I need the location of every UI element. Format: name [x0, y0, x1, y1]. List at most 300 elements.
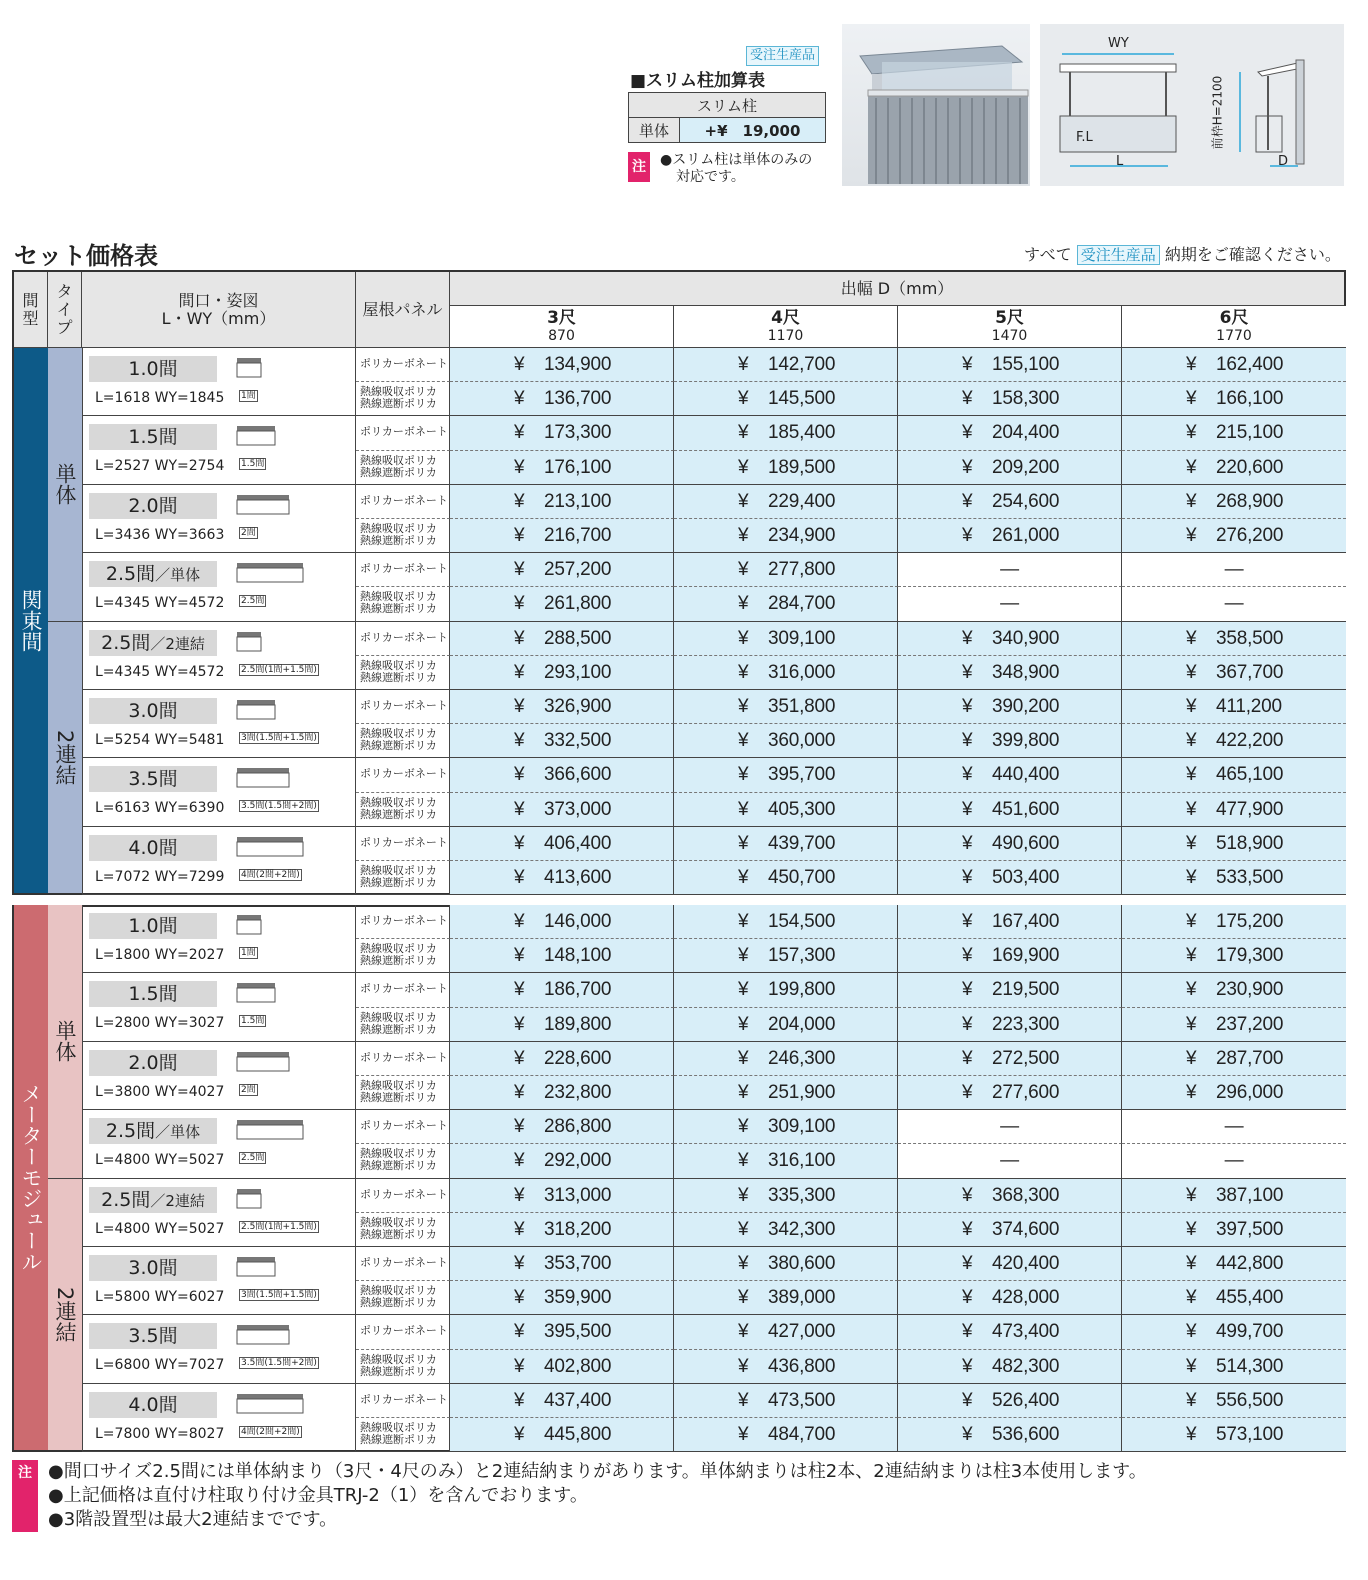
price-value: 162,400 [1216, 354, 1284, 375]
price-value: 154,500 [768, 911, 836, 932]
size-cell [82, 1384, 356, 1452]
price-cell [898, 1213, 1122, 1247]
yen-sign: ¥ [962, 1424, 973, 1445]
panel-heat [356, 1008, 450, 1042]
panel-heat1-text: 熱線吸収ポリカ [360, 658, 437, 672]
price-cell [674, 1213, 898, 1247]
size-value: 2.5間 [101, 631, 151, 654]
price-value: 353,700 [544, 1253, 612, 1274]
section-label [14, 905, 48, 1450]
yen-sign: ¥ [1186, 354, 1197, 375]
price-value: 340,900 [992, 627, 1060, 649]
price-value: 359,900 [544, 1287, 612, 1309]
price-cell [450, 793, 674, 827]
yen-sign: ¥ [514, 1218, 525, 1240]
panel-poly-text: ポリカーボネート [360, 1187, 448, 1201]
price-value: 293,100 [544, 661, 612, 683]
header-depth-col [674, 306, 898, 348]
yen-sign: ¥ [514, 832, 525, 854]
size-label [89, 1118, 217, 1144]
price-cell [898, 485, 1122, 519]
header-panel-text: 屋根パネル [362, 299, 443, 319]
price-cell [1122, 1350, 1346, 1384]
price-value: 442,800 [1216, 1253, 1284, 1274]
yen-sign: ¥ [1186, 1082, 1197, 1103]
panel-poly [356, 1247, 450, 1281]
price-value: 284,700 [768, 593, 836, 615]
price-cell [674, 622, 898, 656]
price-cell [674, 382, 898, 416]
yen-sign: ¥ [1186, 1184, 1197, 1206]
price-value: 473,500 [768, 1389, 836, 1411]
yen-sign: ¥ [514, 945, 525, 967]
yen-sign: ¥ [1186, 832, 1197, 854]
price-dash: — [1000, 593, 1019, 615]
price-value: 199,800 [768, 979, 836, 1001]
notice-post: 納期をご確認ください。 [1164, 245, 1341, 264]
price-value: 288,500 [544, 627, 612, 649]
price-value: 473,400 [992, 1321, 1060, 1343]
price-value: 573,100 [1216, 1424, 1284, 1445]
yen-sign: ¥ [1186, 730, 1197, 752]
yen-sign: ¥ [962, 1218, 973, 1240]
size-cell [82, 1110, 356, 1178]
price-cell [1122, 861, 1346, 895]
header-ken-text: 間型 [22, 290, 39, 328]
price-value: 318,200 [544, 1218, 612, 1240]
price-value: 246,300 [768, 1047, 836, 1069]
size-lw: L=4345 WY=4572 [95, 595, 225, 612]
panel-heat1-text: 熱線吸収ポリカ [360, 453, 437, 467]
panel-heat2-text: 熱線遮断ポリカ [360, 534, 437, 547]
price-cell [898, 973, 1122, 1007]
price-cell [674, 1179, 898, 1213]
yen-sign: ¥ [738, 764, 749, 786]
yen-sign: ¥ [962, 945, 973, 967]
panel-heat2-text: 熱線遮断ポリカ [360, 876, 437, 889]
panel-heat1-text: 熱線吸収ポリカ [360, 385, 437, 399]
size-cell [82, 416, 356, 484]
yen-sign: ¥ [738, 945, 749, 967]
panel-poly [356, 1179, 450, 1213]
yen-sign: ¥ [1186, 456, 1197, 478]
size-label [89, 561, 217, 587]
price-cell [1122, 1315, 1346, 1349]
size-value: 2.5間 [105, 563, 156, 586]
set-price-title: セット価格表 [14, 242, 158, 270]
price-cell [674, 348, 898, 382]
panel-heat1-text: 熱線吸収ポリカ [360, 1010, 437, 1024]
price-value: 167,400 [992, 911, 1060, 932]
yen-sign: ¥ [738, 1287, 749, 1309]
panel-poly [356, 827, 450, 861]
layout-diagram-label: 2.5間 [241, 1153, 265, 1164]
yen-sign: ¥ [514, 1424, 525, 1445]
price-dash: — [1000, 559, 1019, 581]
size-cell [82, 553, 356, 621]
price-cell [1122, 1008, 1346, 1042]
layout-diagram-icon [233, 1392, 323, 1422]
layout-diagram-icon [233, 1118, 323, 1148]
price-value: 268,900 [1216, 490, 1284, 512]
price-cell [898, 382, 1122, 416]
price-value: 477,900 [1216, 798, 1284, 820]
yen-sign: ¥ [962, 867, 973, 888]
yen-sign: ¥ [962, 1047, 973, 1069]
depth-shaku: 3尺 [547, 307, 576, 328]
price-value: 366,600 [544, 764, 612, 786]
yen-sign: ¥ [514, 696, 525, 717]
size-lw: L=5254 WY=5481 [95, 732, 225, 748]
price-value: 179,300 [1216, 945, 1284, 967]
price-value: 420,400 [992, 1253, 1060, 1274]
size-label [89, 698, 217, 724]
layout-diagram-label: 1間 [241, 391, 256, 401]
yen-sign: ¥ [738, 661, 749, 683]
price-cell [898, 827, 1122, 861]
layout-diagram-label: 3間(1.5間+1.5間) [241, 733, 317, 743]
price-cell [674, 905, 898, 939]
price-value: 175,200 [1216, 911, 1284, 932]
yen-sign: ¥ [514, 1082, 525, 1103]
price-cell [450, 1213, 674, 1247]
price-value: 209,200 [992, 456, 1060, 478]
yen-sign: ¥ [514, 1150, 525, 1172]
l-label: L [1116, 154, 1124, 169]
section-name: メーターモジュール [19, 1083, 43, 1273]
footer-note-2: ●上記価格は直付け柱取り付け金具TRJ-2（1）を含んでおります。 [48, 1485, 588, 1506]
price-cell [1122, 973, 1346, 1007]
price-cell [674, 758, 898, 792]
price-cell [674, 1042, 898, 1076]
depth-shaku: 4尺 [771, 307, 800, 328]
carport-illustration [842, 24, 1030, 186]
layout-diagram-label: 3間(1.5間+1.5間) [241, 1290, 317, 1300]
size-value: 3.0間 [128, 700, 178, 722]
layout-diagram-icon [233, 766, 323, 796]
yen-sign: ¥ [1186, 1424, 1197, 1445]
yen-sign: ¥ [514, 1355, 525, 1377]
price-cell [1122, 1179, 1346, 1213]
price-value: 157,300 [768, 945, 836, 967]
price-cell [898, 1144, 1122, 1178]
panel-poly-text: ポリカーボネート [360, 425, 448, 439]
panel-poly [356, 758, 450, 792]
yen-sign: ¥ [1186, 1389, 1197, 1411]
yen-sign: ¥ [962, 911, 973, 932]
price-value: 185,400 [768, 422, 836, 444]
yen-sign: ¥ [962, 354, 973, 375]
section-name: 関東間 [19, 589, 43, 653]
price-value: 451,600 [992, 798, 1060, 820]
panel-poly [356, 690, 450, 724]
yen-sign: ¥ [514, 1287, 525, 1309]
yen-sign: ¥ [738, 422, 749, 444]
price-cell [450, 1179, 674, 1213]
yen-sign: ¥ [962, 627, 973, 649]
layout-diagram-label: 2間 [241, 527, 256, 538]
price-value: 292,000 [544, 1150, 612, 1172]
price-cell [450, 1247, 674, 1281]
panel-heat2-text: 熱線遮断ポリカ [360, 1364, 437, 1378]
panel-heat2-text: 熱線遮断ポリカ [360, 1296, 437, 1310]
price-cell [674, 1315, 898, 1349]
price-cell [450, 1315, 674, 1349]
panel-heat [356, 656, 450, 690]
price-cell [674, 485, 898, 519]
panel-heat2-text: 熱線遮断ポリカ [360, 397, 437, 411]
yen-sign: ¥ [1186, 696, 1197, 717]
price-value: 277,600 [992, 1082, 1060, 1103]
price-value: 374,600 [992, 1218, 1060, 1240]
type-name: 2連結 [53, 729, 77, 786]
yen-sign: ¥ [962, 1321, 973, 1343]
yen-sign: ¥ [738, 1321, 749, 1343]
size-value: 2.0間 [128, 1051, 178, 1074]
price-value: 148,100 [544, 945, 612, 967]
yen-sign: ¥ [738, 979, 749, 1001]
price-value: 360,000 [768, 730, 836, 752]
panel-poly-text: ポリカーボネート [360, 914, 448, 927]
price-cell [674, 1110, 898, 1144]
price-value: 406,400 [544, 832, 612, 854]
notice-pre: すべて [1024, 245, 1072, 264]
price-dash: — [1224, 1150, 1244, 1172]
price-value: 514,300 [1216, 1355, 1284, 1377]
yen-sign: ¥ [738, 1184, 749, 1206]
price-value: 518,900 [1216, 832, 1284, 854]
price-cell [674, 1076, 898, 1110]
panel-heat [356, 861, 450, 895]
footer-notes [48, 1460, 1147, 1532]
yen-sign: ¥ [738, 456, 749, 478]
size-lw: L=1618 WY=1845 [95, 390, 225, 406]
panel-heat [356, 451, 450, 485]
yen-sign: ¥ [738, 1218, 749, 1240]
panel-heat2-text: 熱線遮断ポリカ [360, 465, 437, 479]
yen-sign: ¥ [738, 867, 749, 888]
price-value: 367,700 [1216, 661, 1284, 683]
price-cell [450, 1350, 674, 1384]
yen-sign: ¥ [962, 979, 973, 1001]
panel-heat2-text: 熱線遮断ポリカ [360, 807, 437, 821]
yen-sign: ¥ [1186, 422, 1197, 444]
price-cell [450, 724, 674, 758]
price-cell [898, 656, 1122, 690]
price-value: 215,100 [1216, 422, 1284, 444]
price-cell [898, 1315, 1122, 1349]
yen-sign: ¥ [738, 730, 749, 752]
layout-diagram-icon [233, 835, 323, 865]
layout-diagram-label: 1.5間 [241, 1016, 265, 1027]
price-cell [450, 382, 674, 416]
price-dash: — [1224, 1116, 1244, 1138]
size-cell [82, 485, 356, 553]
slim-pillar-table [628, 92, 826, 143]
yen-sign: ¥ [514, 1184, 525, 1206]
yen-sign: ¥ [514, 627, 525, 649]
price-value: 229,400 [768, 490, 836, 512]
depth-shaku: 6尺 [1219, 307, 1249, 328]
price-value: 387,100 [1216, 1184, 1284, 1206]
price-cell [898, 1179, 1122, 1213]
yen-sign: ¥ [1186, 798, 1197, 820]
price-cell [674, 827, 898, 861]
price-cell [674, 1008, 898, 1042]
price-cell [898, 690, 1122, 724]
layout-diagram-icon [233, 1187, 323, 1217]
yen-sign: ¥ [738, 1424, 749, 1445]
yen-sign: ¥ [1186, 867, 1197, 888]
price-cell [898, 1110, 1122, 1144]
size-lw: L=3436 WY=3663 [95, 526, 225, 543]
price-value: 395,500 [544, 1321, 612, 1343]
price-value: 439,700 [768, 832, 836, 854]
yen-sign: ¥ [738, 1116, 749, 1138]
type-label [48, 622, 82, 894]
panel-poly [356, 1042, 450, 1076]
price-value: 465,100 [1216, 764, 1284, 786]
panel-poly [356, 416, 450, 450]
price-value: 436,800 [768, 1355, 836, 1377]
size-value: 2.5間 [101, 1188, 151, 1211]
yen-sign: ¥ [514, 354, 525, 375]
yen-sign: ¥ [1186, 490, 1197, 512]
size-value: 3.5間 [128, 1325, 178, 1348]
yen-sign: ¥ [962, 764, 973, 786]
price-cell [898, 1042, 1122, 1076]
price-value: 134,900 [544, 354, 612, 375]
yen-sign: ¥ [1186, 945, 1197, 967]
price-value: 351,800 [768, 696, 836, 717]
size-cell [82, 1247, 356, 1315]
size-value: 1.5間 [128, 426, 178, 449]
price-cell [1122, 416, 1346, 450]
price-value: 395,700 [768, 764, 836, 786]
price-cell [450, 973, 674, 1007]
price-cell [450, 1008, 674, 1042]
price-value: 440,400 [992, 764, 1060, 786]
price-value: 389,000 [768, 1287, 836, 1309]
height-label: 前枠H=2100 [1210, 75, 1225, 150]
dimension-diagram-svg [1040, 24, 1344, 186]
price-cell [450, 656, 674, 690]
panel-heat2-text: 熱線遮断ポリカ [360, 1091, 437, 1104]
price-value: 272,500 [992, 1047, 1060, 1069]
size-lw: L=4800 WY=5027 [95, 1152, 225, 1169]
price-value: 399,800 [992, 730, 1060, 752]
price-value: 313,000 [544, 1184, 612, 1206]
price-value: 186,700 [544, 979, 612, 1001]
size-cell [82, 827, 356, 895]
price-value: 428,000 [992, 1287, 1060, 1309]
panel-heat [356, 382, 450, 416]
price-value: 499,700 [1216, 1321, 1284, 1343]
size-label [89, 981, 217, 1007]
price-cell [450, 1418, 674, 1452]
panel-heat [356, 939, 450, 973]
yen-sign: ¥ [514, 388, 525, 410]
price-dash: — [1224, 559, 1244, 581]
layout-diagram-icon [233, 1255, 323, 1285]
yen-sign: ¥ [1186, 1047, 1197, 1069]
price-cell [898, 451, 1122, 485]
price-value: 309,100 [768, 627, 836, 649]
header-panel [356, 272, 450, 348]
delivery-notice [1024, 242, 1341, 265]
size-label [89, 835, 217, 861]
yen-sign: ¥ [962, 1082, 973, 1103]
size-value: 4.0間 [128, 836, 178, 859]
panel-poly-text: ポリカーボネート [360, 835, 448, 849]
price-cell [674, 587, 898, 621]
size-cell [82, 690, 356, 758]
size-lw: L=4345 WY=4572 [95, 663, 225, 680]
footer-note-3: ●3階設置型は最大2連結までです。 [48, 1509, 338, 1530]
yen-sign: ¥ [514, 525, 525, 546]
size-lw: L=2800 WY=3027 [95, 1015, 225, 1032]
price-value: 146,000 [544, 911, 612, 932]
size-cell [82, 1042, 356, 1110]
price-cell [1122, 622, 1346, 656]
price-cell [674, 861, 898, 895]
yen-sign: ¥ [962, 1389, 973, 1411]
price-cell [898, 1384, 1122, 1418]
size-lw: L=6800 WY=7027 [95, 1357, 225, 1374]
panel-heat1-text: 熱線吸収ポリカ [360, 864, 437, 877]
panel-poly-text: ポリカーボネート [360, 1392, 448, 1406]
yen-sign: ¥ [962, 730, 973, 752]
yen-sign: ¥ [962, 490, 973, 512]
panel-heat1-text: 熱線吸収ポリカ [360, 727, 437, 741]
section-label [14, 348, 48, 893]
panel-poly [356, 553, 450, 587]
size-label [89, 1392, 217, 1418]
price-cell [898, 1008, 1122, 1042]
size-cell [82, 973, 356, 1041]
price-cell [450, 905, 674, 939]
layout-diagram-label: 2.5間(1間+1.5間) [241, 1221, 317, 1232]
price-cell [1122, 1042, 1346, 1076]
panel-heat [356, 1350, 450, 1384]
header-depth-col [450, 306, 674, 348]
yen-sign: ¥ [1186, 764, 1197, 786]
layout-diagram-icon [233, 1050, 323, 1080]
size-sub: ／2連結 [150, 634, 205, 653]
price-value: 158,300 [992, 388, 1060, 410]
price-value: 437,400 [544, 1389, 612, 1411]
price-value: 169,900 [992, 945, 1060, 967]
panel-poly [356, 622, 450, 656]
price-cell [1122, 656, 1346, 690]
panel-heat1-text: 熱線吸収ポリカ [360, 590, 437, 604]
slim-row-label: 単体 [629, 118, 680, 143]
panel-heat2-text: 熱線遮断ポリカ [360, 1159, 437, 1173]
price-value: 287,700 [1216, 1047, 1284, 1069]
price-cell [898, 1247, 1122, 1281]
price-cell [898, 905, 1122, 939]
type-name: 単体 [53, 1020, 77, 1063]
price-value: 332,500 [544, 730, 612, 752]
yen-sign: ¥ [738, 1150, 749, 1172]
yen-sign: ¥ [514, 1047, 525, 1069]
panel-heat [356, 1076, 450, 1110]
price-value: 277,800 [768, 559, 836, 581]
price-cell [1122, 587, 1346, 621]
yen-sign: ¥ [1186, 1355, 1197, 1377]
price-cell [674, 1384, 898, 1418]
price-value: 536,600 [992, 1424, 1060, 1445]
